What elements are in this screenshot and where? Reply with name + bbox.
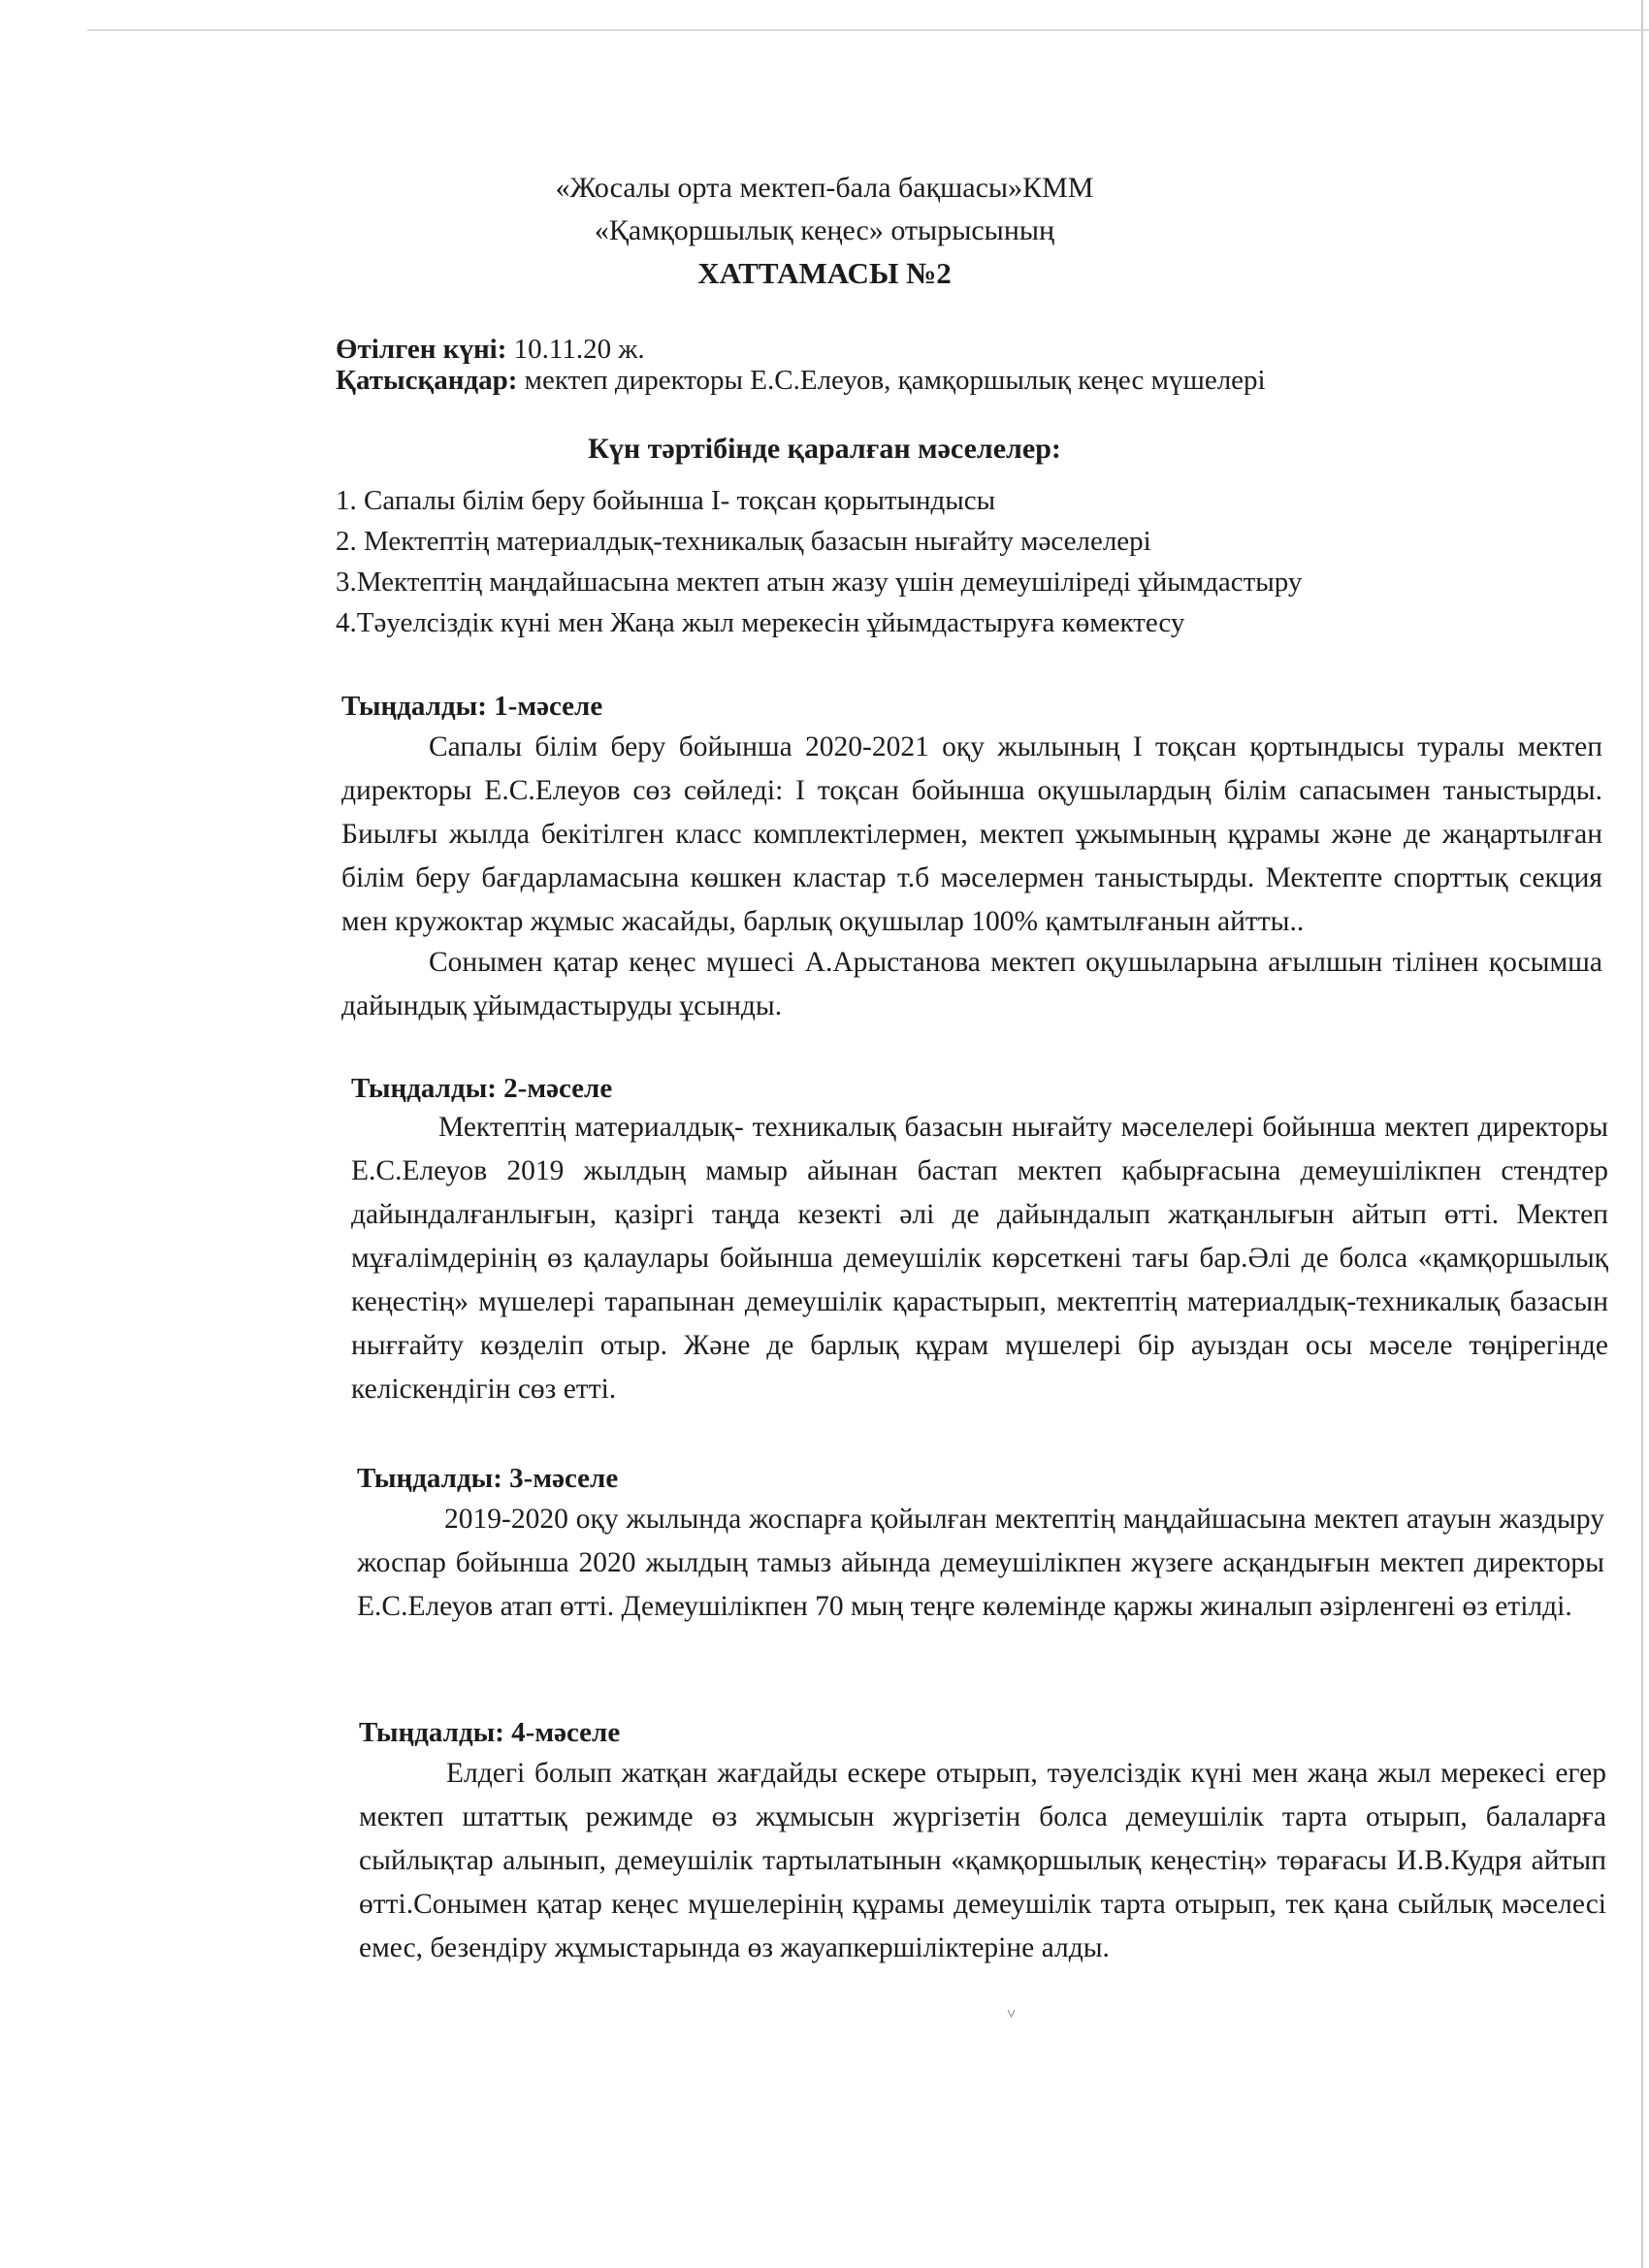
council-name: «Қамқоршылық кеңес» отырысының: [594, 214, 1055, 246]
agenda-item-3: 3.Мектептің маңдайшасына мектеп атын жазу үшін демеушіліреді ұйымдастыру: [336, 567, 1303, 598]
section-4-title: Тыңдалды: 4-мәселе: [359, 1717, 621, 1748]
section-1-paragraph-2: [341, 941, 1602, 1028]
date-label: Өтілген күні:: [336, 334, 507, 365]
scan-speck: ˅: [1007, 2006, 1017, 2023]
agenda-item-2: 2. Мектептің материалдық-техникалық базасын нығайту мәселелері: [336, 526, 1151, 557]
attendees-value: мектеп директоры Е.С.Елеуов, қамқоршылық кеңес мүшелері: [517, 365, 1266, 396]
scan-edge-right: [1641, 0, 1643, 2268]
org-name: «Жосалы орта мектеп-бала бақшасы»КММ: [555, 172, 1094, 204]
section-4-paragraph: [359, 1752, 1606, 1970]
section-3-paragraph: [357, 1498, 1604, 1629]
section-4-text: Елдегі болып жатқан жағдайды ескере отырып, тәуелсіздік күні мен жаңа жыл мерекесі егер мектеп штаттық режимде өз жұмысын жүргізетін болса демеушілік тарта отырып, балаларға сыйлықтар алынып, демеушілік тартылатынын «қамқоршылық кеңестің» төрағасы И.В.Кудря айтып өтті.Сонымен қатар кеңес мүшелерінің құрамы демеушілік тарта отырып, тек қана сыйлық мәселесі емес, безендіру жұмыстарында өз жауапкершіліктеріне алды.: [359, 1758, 1606, 1963]
document-title: ХАТТАМАСЫ №2: [697, 256, 952, 290]
meeting-attendees: [336, 361, 1548, 400]
section-2-title: Тыңдалды: 2-мәселе: [351, 1073, 613, 1104]
section-1-paragraph-1: [341, 726, 1602, 944]
scan-edge-top: [87, 29, 1649, 31]
section-1-text-2: Сонымен қатар кеңес мүшесі А.Арыстанова мектеп оқушыларына ағылшын тілінен қосымша дайындық ұйымдастыруды ұсынды.: [341, 947, 1602, 1021]
attendees-label: Қатысқандар:: [336, 365, 518, 396]
document-header: [0, 167, 1649, 295]
section-1-title: Тыңдалды: 1-мәселе: [341, 691, 603, 722]
section-1-text-1: Сапалы білім беру бойынша 2020-2021 оқу жылының І тоқсан қортындысы туралы мектеп директоры Е.С.Елеуов сөз сөйледі: І тоқсан бойынша оқушылардың білім сапасымен таныстырды. Биылғы жылда бекітілген класс комплектілермен, мектеп ұжымының құрамы және де жаңартылған білім беру бағдарламасына көшкен кластар т.б мәселермен таныстырды. Мектепте спорттық секция мен кружоктар жұмыс жасайды, барлық оқушылар 100% қамтылғанын айтты..: [341, 731, 1602, 937]
agenda-item-1: 1. Сапалы білім беру бойынша І- тоқсан қорытындысы: [336, 485, 996, 516]
agenda-item-4: 4.Тәуелсіздік күні мен Жаңа жыл мерекесін ұйымдастыруға көмектесу: [336, 607, 1185, 638]
section-2-paragraph: [351, 1106, 1608, 1411]
agenda-title: Күн тәртібінде қаралған мәселелер:: [588, 433, 1061, 465]
section-3-text: 2019-2020 оқу жылында жоспарға қойылған мектептің маңдайшасына мектеп атауын жаздыру жоспар бойынша 2020 жылдың тамыз айында демеушілікпен жүзеге асқандығын мектеп директоры Е.С.Елеуов атап өтті. Демеушілікпен 70 мың теңге көлемінде қаржы жиналып әзірленгені өз етілді.: [357, 1504, 1604, 1622]
section-2-text: Мектептің материалдық- техникалық базасын нығайту мәселелері бойынша мектеп директоры Е.С.Елеуов 2019 жылдың мамыр айынан бастап мектеп қабырғасына демеушілікпен стендтер дайындалғанлығын, қазіргі таңда кезекті әлі де дайындалып жатқанлығын айтып өтті. Мектеп мұғалімдерінің өз қалаулары бойынша демеушілік көрсеткені тағы бар.Әлі де болса «қамқоршылық кеңестің» мүшелері тарапынан демеушілік қарастырып, мектептің материалдық-техникалық базасын нығғайту көзделіп отыр. Және де барлық құрам мүшелері бір ауыздан осы мәселе төңірегінде келіскендігін сөз етті.: [351, 1112, 1608, 1405]
date-value: 10.11.20 ж.: [506, 334, 645, 365]
section-3-title: Тыңдалды: 3-мәселе: [357, 1463, 619, 1494]
